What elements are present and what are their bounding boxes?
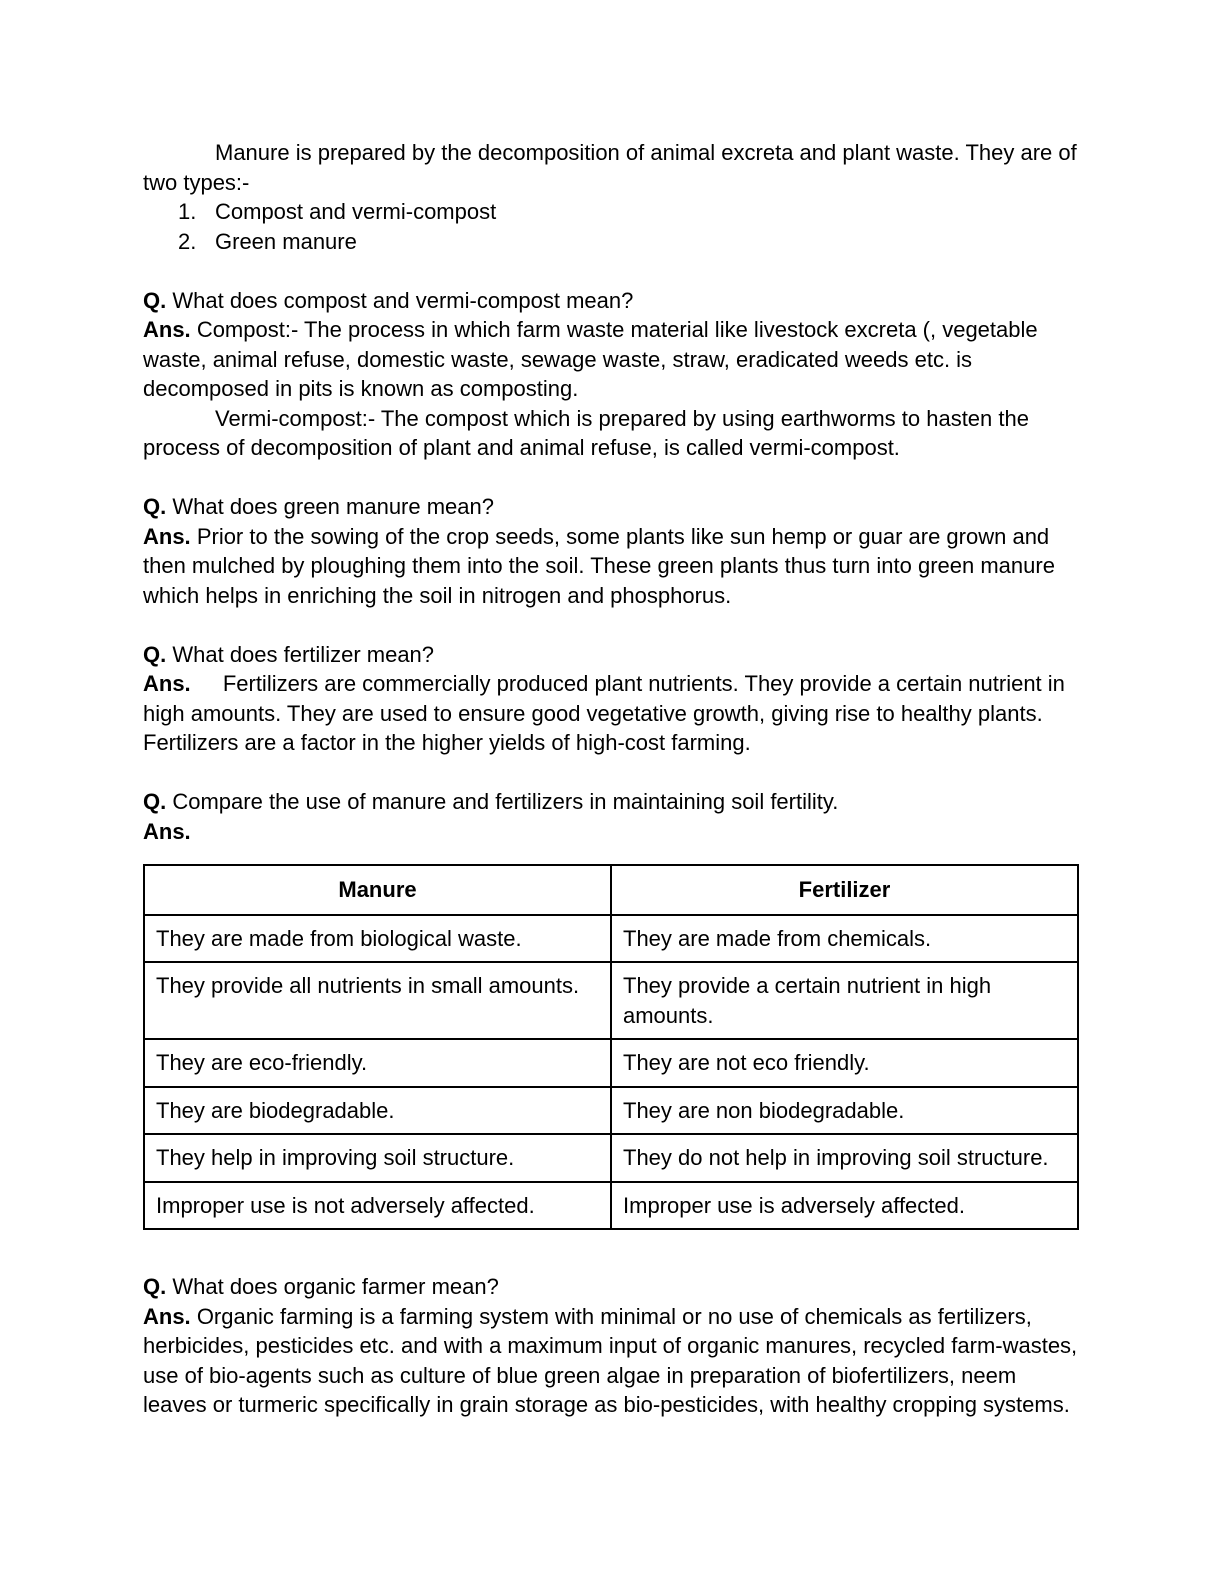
q-label: Q. [143,1274,167,1299]
table-cell: They are biodegradable. [144,1087,611,1135]
qa3-question [143,640,1080,670]
comparison-table [143,864,1079,1230]
table-header-fertilizer: Fertilizer [611,865,1078,915]
qa1-answer-text: Compost:- The process in which farm waste material like livestock excreta (, vegetable waste, animal refuse, domestic waste, sewage waste, straw, eradicated weeds etc. is decomposed in pits is known as composting. [143,317,1038,401]
table-header-row [144,865,1078,915]
qa2-question [143,492,1080,522]
qa1-answer2-text: Vermi-compost:- The compost which is prepared by using earthworms to hasten the process of decomposition of plant and animal refuse, is called vermi-compost. [143,405,1029,460]
qa3-answer [143,669,1080,758]
q-label: Q. [143,494,167,519]
table-cell: They are eco-friendly. [144,1039,611,1087]
ans-label: Ans. [143,671,191,696]
q-label: Q. [143,789,167,814]
table-row [144,962,1078,1039]
spacer [143,758,1080,788]
ans-label: Ans. [143,523,191,549]
qa4-question-text: Compare the use of manure and fertilizers in maintaining soil fertility. [172,789,839,814]
table-row [144,1087,1078,1135]
qa5-answer [143,1302,1080,1420]
table-cell: They provide a certain nutrient in high amounts. [611,962,1078,1039]
table-cell: They do not help in improving soil structure. [611,1134,1078,1182]
qa4-question [143,787,1080,817]
spacer [143,463,1080,493]
table-cell: They are made from chemicals. [611,915,1078,963]
qa2-answer [143,522,1080,611]
table-cell: They help in improving soil structure. [144,1134,611,1182]
qa2-answer-text: Prior to the sowing of the crop seeds, some plants like sun hemp or guar are grown and then mulched by ploughing them into the soil. These green plants thus turn into green manure which helps in enriching the soil in nitrogen and phosphorus. [143,523,1055,608]
q-label: Q. [143,287,167,313]
intro-paragraph: Manure is prepared by the decomposition of animal excreta and plant waste. They are of two types:- [143,140,1077,195]
qa1-answer2 [143,404,1080,463]
table-cell: They are not eco friendly. [611,1039,1078,1087]
ans-label: Ans. [143,317,191,342]
list-item-2 [143,227,1080,257]
list-item-2-number: 2. [178,228,197,254]
q-label: Q. [143,641,167,667]
qa5-question-text: What does organic farmer mean? [172,1274,499,1299]
table-cell: They are made from biological waste. [144,915,611,963]
table-cell: Improper use is not adversely affected. [144,1182,611,1230]
qa1-answer [143,315,1080,404]
qa1-question-text: What does compost and vermi-compost mean? [172,287,634,313]
spacer [143,610,1080,640]
table-cell: Improper use is adversely affected. [611,1182,1078,1230]
qa2-question-text: What does green manure mean? [172,494,494,519]
table-cell: They are non biodegradable. [611,1087,1078,1135]
list-item-2-label: Green manure [215,228,357,254]
list-item-1-number: 1. [178,199,197,224]
table-row [144,915,1078,963]
spacer [143,256,1080,286]
qa3-question-text: What does fertilizer mean? [172,641,435,667]
table-row [144,1134,1078,1182]
qa5-question [143,1272,1080,1302]
qa5-answer-text: Organic farming is a farming system with minimal or no use of chemicals as fertilizers, herbicides, pesticides etc. and with a maximum input of organic manures, recycled farm-wastes, use of bio-agents such as culture of blue green algae in preparation of biofertilizers, neem leaves or turmeric specifically in grain storage as bio-pesticides, with healthy cropping systems. [143,1303,1078,1417]
qa1-question [143,286,1080,316]
qa4-answer [143,817,1080,847]
qa3-answer-text: Fertilizers are commercially produced plant nutrients. They provide a certain nutrient in high amounts. They are used to ensure good vegetative growth, giving rise to healthy plants. Fertilizers are a factor in the higher yields of high-cost farming. [143,671,1065,755]
list-item-1-label: Compost and vermi-compost [215,199,497,224]
list-item-1 [143,197,1080,227]
table-row [144,1039,1078,1087]
table-row [144,1182,1078,1230]
ans-label: Ans. [143,818,191,844]
ans-label: Ans. [143,1303,191,1329]
table-header-manure: Manure [144,865,611,915]
table-cell: They provide all nutrients in small amounts. [144,962,611,1039]
